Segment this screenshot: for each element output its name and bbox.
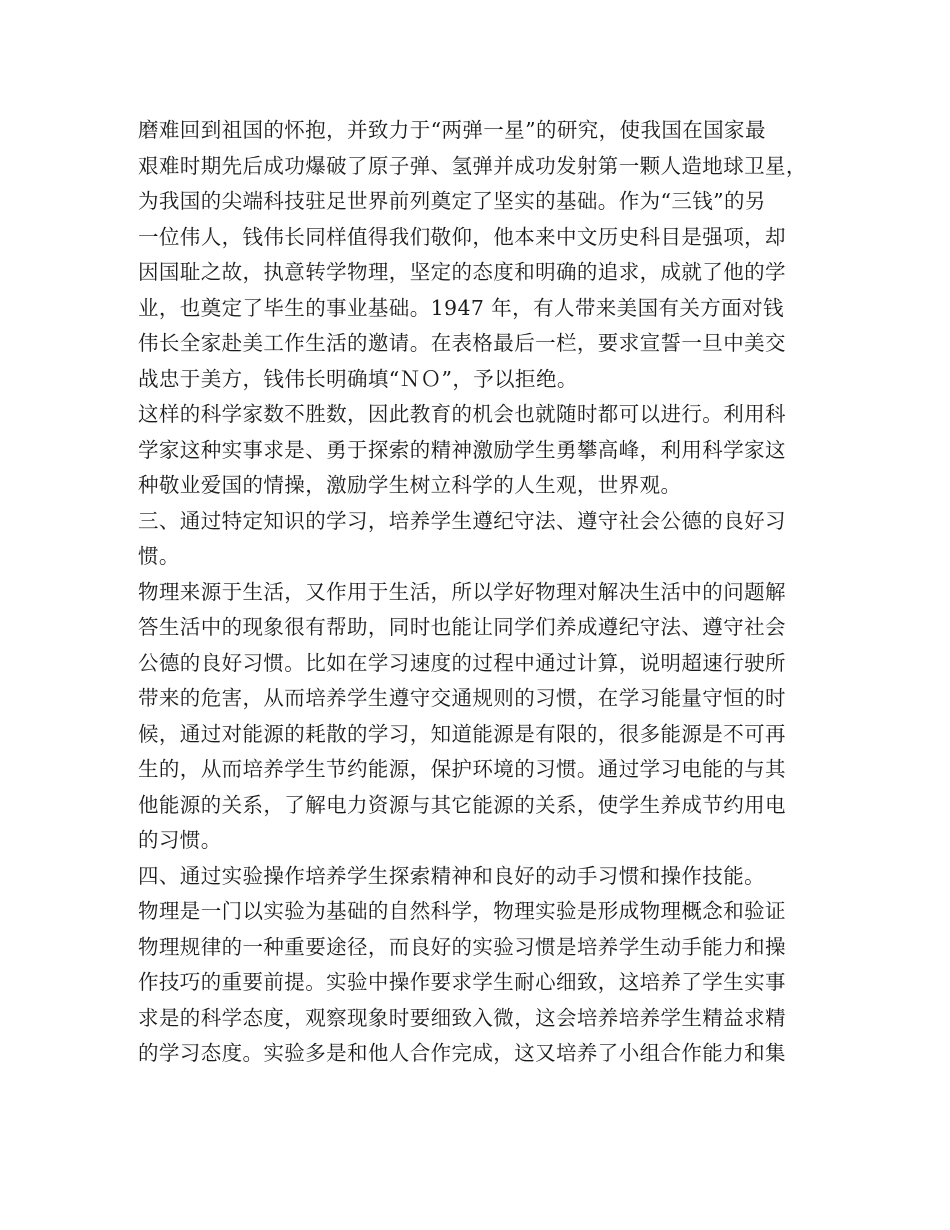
document-body [138, 113, 818, 1072]
text-line: 生的，从而培养学生节约能源，保护环境的习惯。通过学习电能的与其 [138, 757, 786, 781]
text-line: 战忠于美方，钱伟长明确填“ＮＯ”，予以拒绝。 [138, 366, 578, 391]
text-line: 种敬业爱国的情操，激励学生树立科学的人生观，世界观。 [138, 473, 682, 497]
text-line: 候，通过对能源的耗散的学习，知道能源是有限的，很多能源是不可再 [138, 721, 786, 746]
text-line: 公德的良好习惯。比如在学习速度的过程中通过计算，说明超速行驶所 [138, 650, 786, 675]
text-line: 艰难时期先后成功爆破了原子弹、氢弹并成功发射第一颗人造地球卫星， [138, 153, 807, 178]
text-line: 一位伟人，钱伟长同样值得我们敬仰，他本来中文历史科目是强项，却 [138, 224, 786, 249]
text-line: 为我国的尖端科技驻足世界前列奠定了坚实的基础。作为“三钱”的另 [138, 189, 766, 213]
section-heading: 三、通过特定知识的学习，培养学生遵纪守法、遵守社会公德的良好习 [138, 508, 786, 533]
text-line: 他能源的关系，了解电力资源与其它能源的关系，使学生养成节约用电 [138, 792, 786, 817]
text-line: 业，也奠定了毕生的事业基础。1947 年，有人带来美国有关方面对钱 [138, 295, 784, 320]
text-line: 带来的危害，从而培养学生遵守交通规则的习惯，在学习能量守恒的时 [138, 686, 786, 710]
text-line: 物理是一门以实验为基础的自然科学，物理实验是形成物理概念和验证 [138, 899, 786, 923]
section-heading: 四、通过实验操作培养学生探索精神和良好的动手习惯和操作技能。 [138, 863, 765, 888]
text-line: 伟长全家赴美工作生活的邀请。在表格最后一栏，要求宣誓一旦中美交 [138, 331, 786, 355]
text-line: 物理规律的一种重要途径，而良好的实验习惯是培养学生动手能力和操 [138, 934, 786, 959]
text-line: 答生活中的现象很有帮助，同时也能让同学们养成遵纪守法、遵守社会 [138, 615, 786, 639]
text-line: 因国耻之故，执意转学物理，坚定的态度和明确的追求，成就了他的学 [138, 260, 786, 284]
text-line: 的习惯。 [138, 828, 222, 852]
text-line: 的学习态度。实验多是和他人合作完成，这又培养了小组合作能力和集 [138, 1041, 786, 1065]
text-line: 这样的科学家数不胜数，因此教育的机会也就随时都可以进行。利用科 [138, 402, 786, 426]
section-heading: 惯。 [138, 544, 180, 568]
text-line: 求是的科学态度，观察现象时要细致入微，这会培养培养学生精益求精 [138, 1005, 786, 1030]
text-line: 作技巧的重要前提。实验中操作要求学生耐心细致，这培养了学生实事 [138, 970, 786, 994]
text-line: 学家这种实事求是、勇于探索的精神激励学生勇攀高峰，利用科学家这 [138, 437, 786, 462]
text-line: 物理来源于生活，又作用于生活，所以学好物理对解决生活中的问题解 [138, 579, 786, 604]
text-line: 磨难回到祖国的怀抱，并致力于“两弹一星”的研究，使我国在国家最 [138, 118, 766, 142]
